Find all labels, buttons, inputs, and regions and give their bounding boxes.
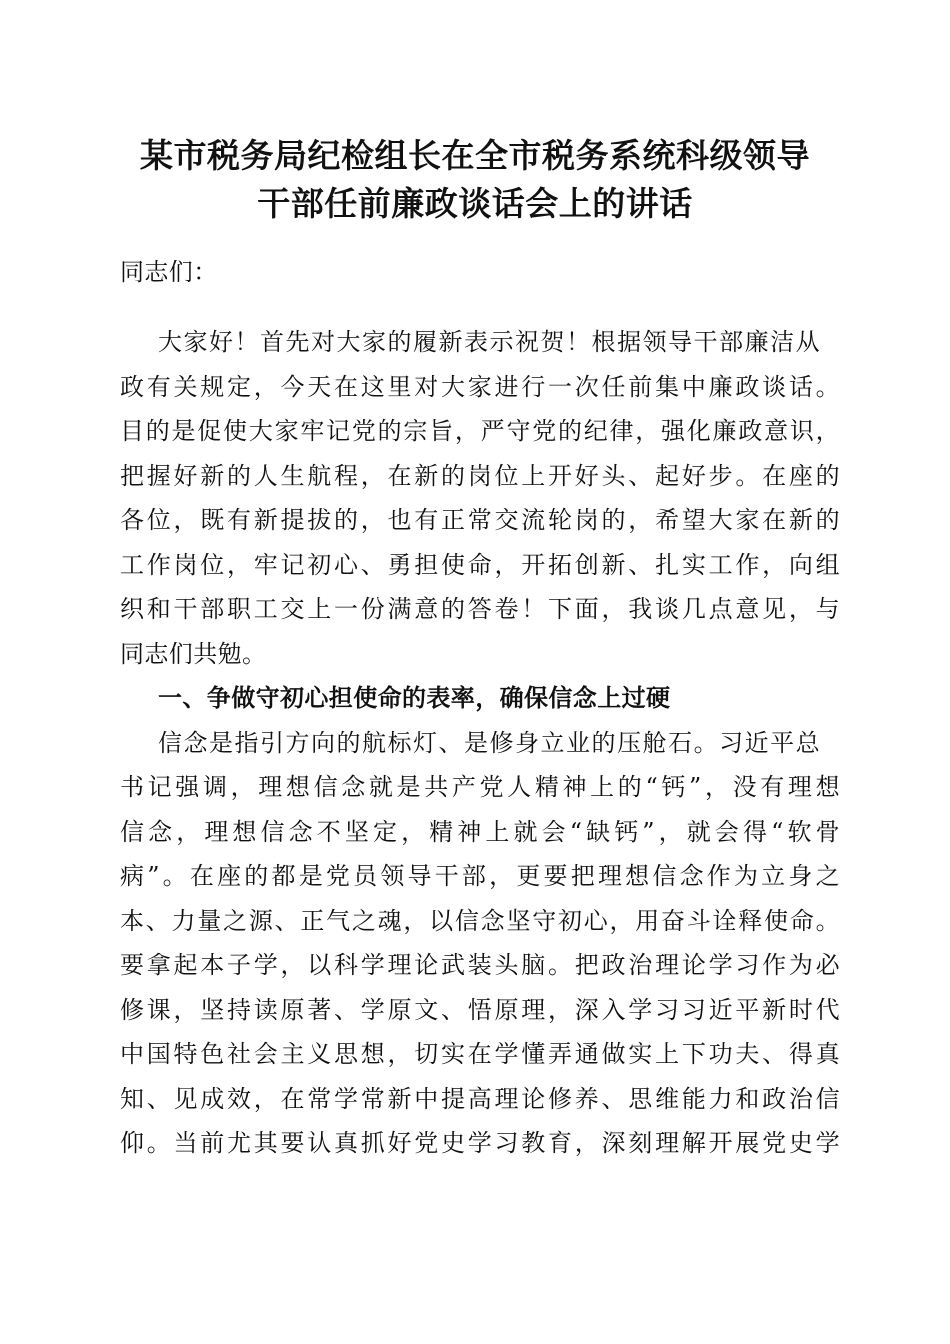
paragraph-2-line: 仰。当前尤其要认真抓好党史学习教育，深刻理解开展党史学	[120, 1129, 840, 1157]
paragraph-2-line: 信念，理想信念不坚定，精神上就会“缺钙”，就会得“软骨	[120, 818, 840, 846]
paragraph-2-line: 信念是指引方向的航标灯、是修身立业的压舱石。习近平总	[158, 729, 820, 757]
section-1-heading: 一、争做守初心担使命的表率，确保信念上过硬	[158, 684, 671, 712]
paragraph-2-line: 知、见成效，在常学常新中提高理论修养、思维能力和政治信	[120, 1085, 840, 1113]
paragraph-1-line: 政有关规定，今天在这里对大家进行一次任前集中廉政谈话。	[120, 373, 840, 401]
salutation: 同志们：	[120, 258, 218, 286]
paragraph-1-line: 织和干部职工交上一份满意的答卷！下面，我谈几点意见，与	[120, 595, 840, 623]
paragraph-2-line: 要拿起本子学，以科学理论武装头脑。把政治理论学习作为必	[120, 951, 840, 979]
paragraph-1-line: 把握好新的人生航程，在新的岗位上开好头、起好步。在座的	[120, 462, 840, 490]
paragraph-2-line: 病”。在座的都是党员领导干部，更要把理想信念作为立身之	[120, 862, 840, 890]
paragraph-1-line: 工作岗位，牢记初心、勇担使命，开拓创新、扎实工作，向组	[120, 551, 840, 579]
document-title-line-1: 某市税务局纪检组长在全市税务系统科级领导	[140, 136, 810, 175]
paragraph-1-line: 各位，既有新提拔的，也有正常交流轮岗的，希望大家在新的	[120, 506, 840, 534]
paragraph-1-line: 大家好！首先对大家的履新表示祝贺！根据领导干部廉洁从	[158, 328, 820, 356]
document-title-line-2: 干部任前廉政谈话会上的讲话	[257, 184, 693, 223]
paragraph-2-line: 修课，坚持读原著、学原文、悟原理，深入学习习近平新时代	[120, 996, 840, 1024]
paragraph-2-line: 中国特色社会主义思想，切实在学懂弄通做实上下功夫、得真	[120, 1040, 840, 1068]
paragraph-2-line: 本、力量之源、正气之魂，以信念坚守初心，用奋斗诠释使命。	[120, 907, 840, 935]
paragraph-1-line: 目的是促使大家牢记党的宗旨，严守党的纪律，强化廉政意识，	[120, 417, 840, 445]
paragraph-1-line: 同志们共勉。	[120, 640, 267, 668]
paragraph-2-line: 书记强调，理想信念就是共产党人精神上的“钙”，没有理想	[120, 773, 840, 801]
